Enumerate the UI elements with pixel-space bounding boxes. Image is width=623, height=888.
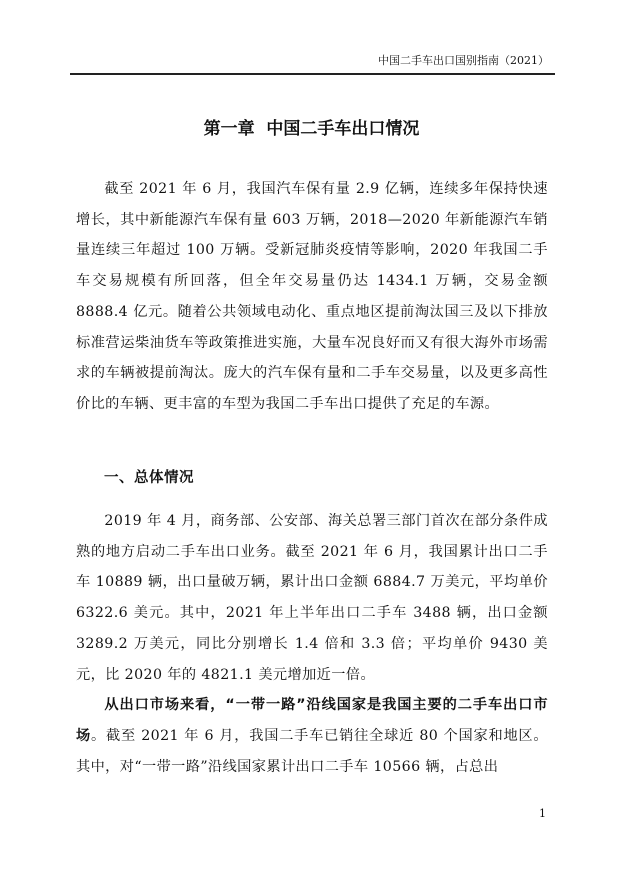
chapter-title: 第一章 中国二手车出口情况 xyxy=(203,119,420,139)
section-heading: 一、总体情况 xyxy=(104,470,194,486)
market-paragraph xyxy=(76,690,548,782)
intro-block xyxy=(76,174,548,420)
overview-paragraph: 2019 年 4 月，商务部、公安部、海关总署三部门首次在部分条件成熟的地方启动二手车出口业务。截至 2021 年 6 月，我国累计出口二手车 10889 辆，出口量破万辆，累计出口金额 6884.7 万美元，平均单价 6322.6 美元。其中，2021 年上半年出口二手车 3488 辆，出口金额 3289.2 万美元，同比分别增长 1.4 倍和 3.3 倍；平均单价 9430 美元，比 2020 年的 4821.1 美元增加近一倍。 xyxy=(76,513,548,683)
market-text: 。截至 2021 年 6 月，我国二手车已销往全球近 80 个国家和地区。其中，对“一带一路”沿线国家累计出口二手车 10566 辆，占总出 xyxy=(76,727,548,775)
page-number: 1 xyxy=(539,807,546,820)
overview-block xyxy=(76,506,548,782)
market-lead-bold: 从出口市场来看，“一带一路”沿线国家是我国主要的二手车出口市场 xyxy=(76,697,548,744)
running-header: 中国二手车出口国别指南（2021） xyxy=(378,54,549,67)
intro-paragraph: 截至 2021 年 6 月，我国汽车保有量 2.9 亿辆，连续多年保持快速增长，其中新能源汽车保有量 603 万辆，2018—2020 年新能源汽车销量连续三年超过 100 万辆。受新冠肺炎疫情等影响，2020 年我国二手车交易规模有所回落，但全年交易量仍达 1434.1 万辆，交易金额 8888.4 亿元。随着公共领域电动化、重点地区提前淘汰国三及以下排放标准营运柴油货车等政策推进实施，大量车况良好而又有很大海外市场需求的车辆被提前淘汰。庞大的汽车保有量和二手车交易量，以及更多高性价比的车辆、更丰富的车型为我国二手车出口提供了充足的车源。 xyxy=(76,181,548,412)
header-rule xyxy=(70,73,555,75)
